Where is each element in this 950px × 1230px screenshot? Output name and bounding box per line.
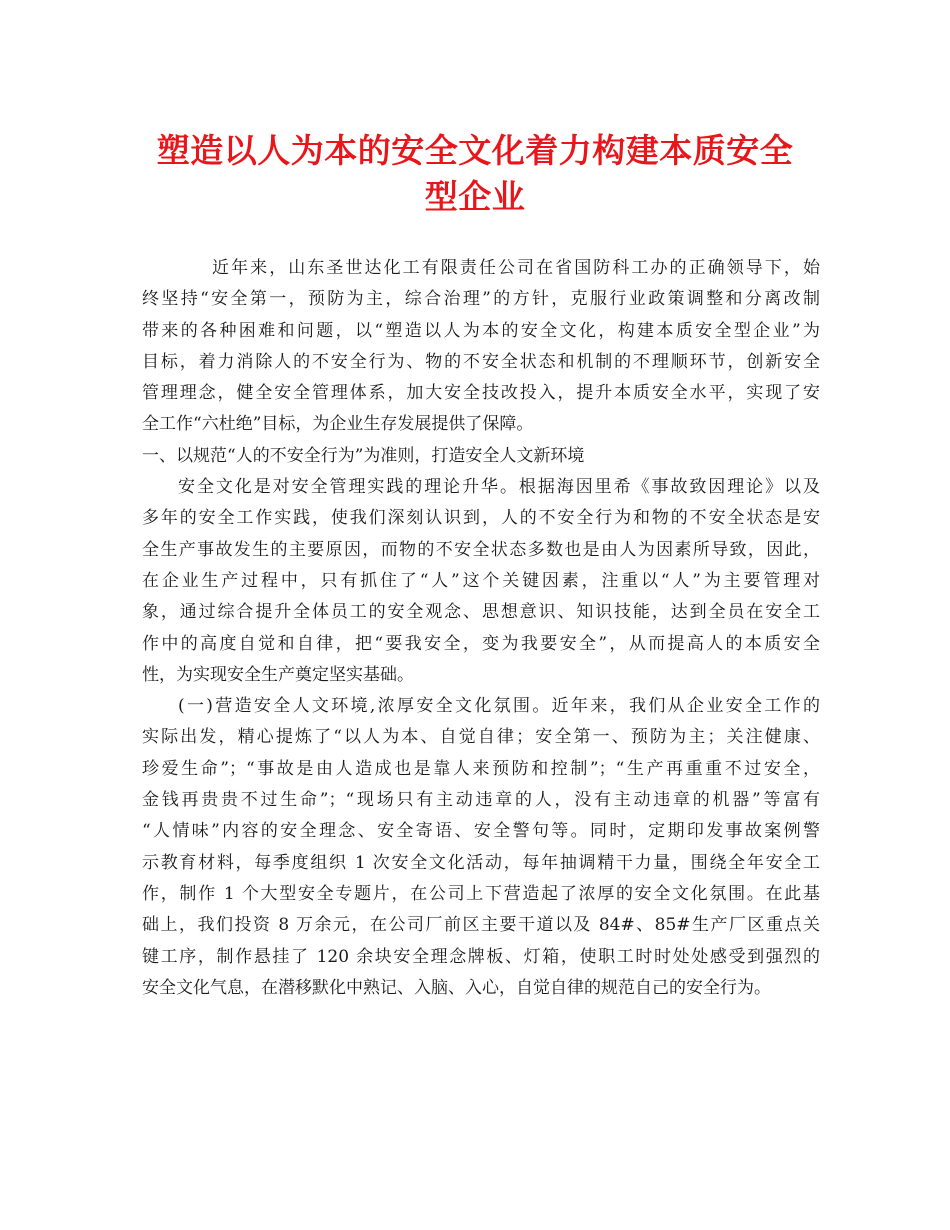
section-heading: 一、以规范“人的不安全行为”为准则，打造安全人文新环境 [142, 445, 585, 466]
text-line: 带来的各种困难和问题，以“塑造以人为本的安全文化，构建本质安全型企业”为 [142, 320, 820, 341]
text-line: 实际出发，精心提炼了“以人为本、自觉自律；安全第一、预防为主；关注健康、 [142, 727, 820, 748]
text-line: 示教育材料，每季度组织 1 次安全文化活动，每年抽调精干力量，围绕全年安全工 [142, 852, 820, 873]
paragraph-humanistic-environment [142, 691, 820, 1004]
text-line: 终坚持“安全第一，预防为主，综合治理”的方针，克服行业政策调整和分离改制 [142, 289, 820, 310]
text-line: 管理理念，健全安全管理体系，加大安全技改投入，提升本质安全水平，实现了安 [142, 383, 820, 404]
text-line: 在企业生产过程中，只有抓住了“人”这个关键因素，注重以“人”为主要管理对 [142, 570, 820, 591]
title-line: 型企业 [424, 177, 526, 216]
document-title [130, 128, 820, 220]
text-line: 安全文化是对安全管理实践的理论升华。根据海因里希《事故致因理论》以及 [178, 477, 820, 498]
section-heading-1 [142, 441, 820, 472]
text-line: 性，为实现安全生产奠定坚实基础。 [142, 664, 414, 685]
text-line: 金钱再贵贵不过生命”；“现场只有主动违章的人，没有主动违章的机器”等富有 [142, 790, 820, 811]
title-line: 塑造以人为本的安全文化着力构建本质安全 [156, 131, 794, 170]
text-line: 键工序，制作悬挂了 120 余块安全理念牌板、灯箱，使职工时时处处感受到强烈的 [142, 946, 820, 967]
text-line: 全生产事故发生的主要原因，而物的不安全状态多数也是由人为因素所导致，因此， [142, 539, 820, 560]
text-line: 全工作“六杜绝”目标，为企业生存发展提供了保障。 [142, 414, 534, 435]
text-line: “人情味”内容的安全理念、安全寄语、安全警句等。同时，定期印发事故案例警 [142, 821, 820, 842]
paragraph-safety-culture [142, 472, 820, 691]
text-line: 作中的高度自觉和自律，把“要我安全，变为我要安全”，从而提高人的本质安全 [142, 633, 820, 654]
text-line: 安全文化气息，在潜移默化中熟记、入脑、入心，自觉自律的规范自己的安全行为。 [142, 977, 771, 998]
text-line: 础上，我们投资 8 万余元，在公司厂前区主要干道以及 84#、85#生产厂区重点关 [142, 915, 820, 936]
paragraph-intro [142, 253, 820, 441]
text-line: 近年来，山东圣世达化工有限责任公司在省国防科工办的正确领导下，始 [212, 258, 820, 278]
text-line: 目标，着力消除人的不安全行为、物的不安全状态和机制的不理顺环节，创新安全 [142, 351, 820, 372]
document-body [142, 253, 820, 1004]
text-line: 珍爱生命”；“事故是由人造成也是靠人来预防和控制”；“生产再重重不过安全， [142, 758, 820, 779]
text-line: 象，通过综合提升全体员工的安全观念、思想意识、知识技能，达到全员在安全工 [142, 602, 820, 623]
text-line: (一)营造安全人文环境,浓厚安全文化氛围。近年来，我们从企业安全工作的 [178, 696, 820, 717]
text-line: 作，制作 1 个大型安全专题片，在公司上下营造起了浓厚的安全文化氛围。在此基 [142, 883, 820, 904]
text-line: 多年的安全工作实践，使我们深刻认识到，人的不安全行为和物的不安全状态是安 [142, 508, 820, 529]
